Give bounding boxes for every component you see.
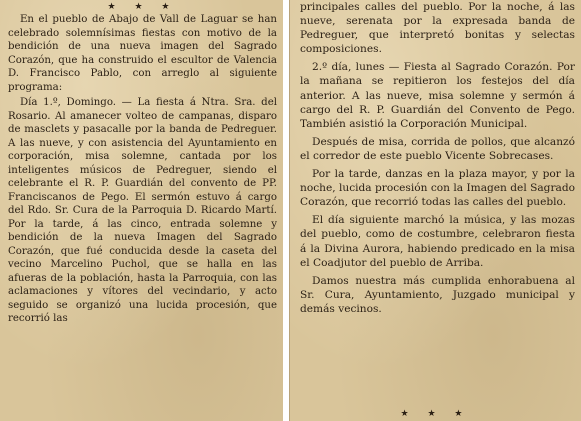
right-paragraph: 2.º día, lunes — Fiesta al Sagrado Corazón. Por la mañana se repitieron los festejos del día anterior. A las nueve, misa solemne y sermón á cargo del R. P. Guardián del Convento de Pego. También asistió la Corporación Municipal. bbox=[300, 61, 575, 130]
right-column-text bbox=[300, 0, 575, 316]
left-paragraph: En el pueblo de Abajo de Vall de Laguar se han celebrado solemnísimas fiestas con motivo de la bendición de una nueva imagen del Sagrado Corazón, que ha construido el escultor de Valencia D. Francisco Pablo, con arreglo al siguiente programa: bbox=[8, 14, 277, 93]
left-column-text bbox=[8, 13, 277, 326]
right-paragraph: Después de misa, corrida de pollos, que alcanzó el corredor de este pueblo Vicente Sobrecases. bbox=[300, 135, 575, 162]
right-paragraph: Por la tarde, danzas en la plaza mayor, y por la noche, lucida procesión con la Imagen del Sagrado Corazón, que recorrió todas las calles del pueblo. bbox=[300, 168, 575, 209]
right-paragraph: El día siguiente marchó la música, y las mozas del pueblo, como de costumbre, celebraron fiesta á la Divina Aurora, habiendo predicado en la misa el Coadjutor del pueblo de Arriba. bbox=[300, 214, 575, 269]
right-paragraph: principales calles del pueblo. Por la noche, á las nueve, serenata por la expresada banda de Pedreguer, que interpretó bonitas y selectas composiciones. bbox=[300, 1, 575, 56]
left-paragraph: Día 1.º, Domingo. — La fiesta á Ntra. Sra. del Rosario. Al amanecer volteo de campanas, disparo de masclets y pasacalle por la banda de Pedreguer. A las nueve, y con asistencia del Ayuntamiento en corporación, misa solemne, cantada por los inteligentes músicos de Pedreguer, siendo el celebrante el R. P. Guardián del convento de PP. Franciscanos de Pego. El sermón estuvo á cargo del Rdo. Sr. Cura de la Parroquia D. Ricardo Martí. Por la tarde, á las cinco, entrada solemne y bendición de la nueva Imagen del Sagrado Corazón, que fué conducida desde la caseta del vecino Marcelino Puchol, que se halla en las afueras de la población, hasta la Parroquia, con las aclamaciones y vítores del vecindario, y acto seguido se organizó una lucida procesión, que recorrió las bbox=[8, 97, 277, 324]
right-column-scan bbox=[289, 0, 581, 421]
ornament-stars-top: ★ ★ ★ bbox=[107, 2, 178, 12]
ornament-stars-bottom: ★ ★ ★ bbox=[400, 409, 471, 419]
left-column-scan bbox=[0, 0, 283, 421]
right-paragraph: Damos nuestra más cumplida enhorabuena al Sr. Cura, Ayuntamiento, Juzgado municipal y demás vecinos. bbox=[300, 274, 575, 315]
